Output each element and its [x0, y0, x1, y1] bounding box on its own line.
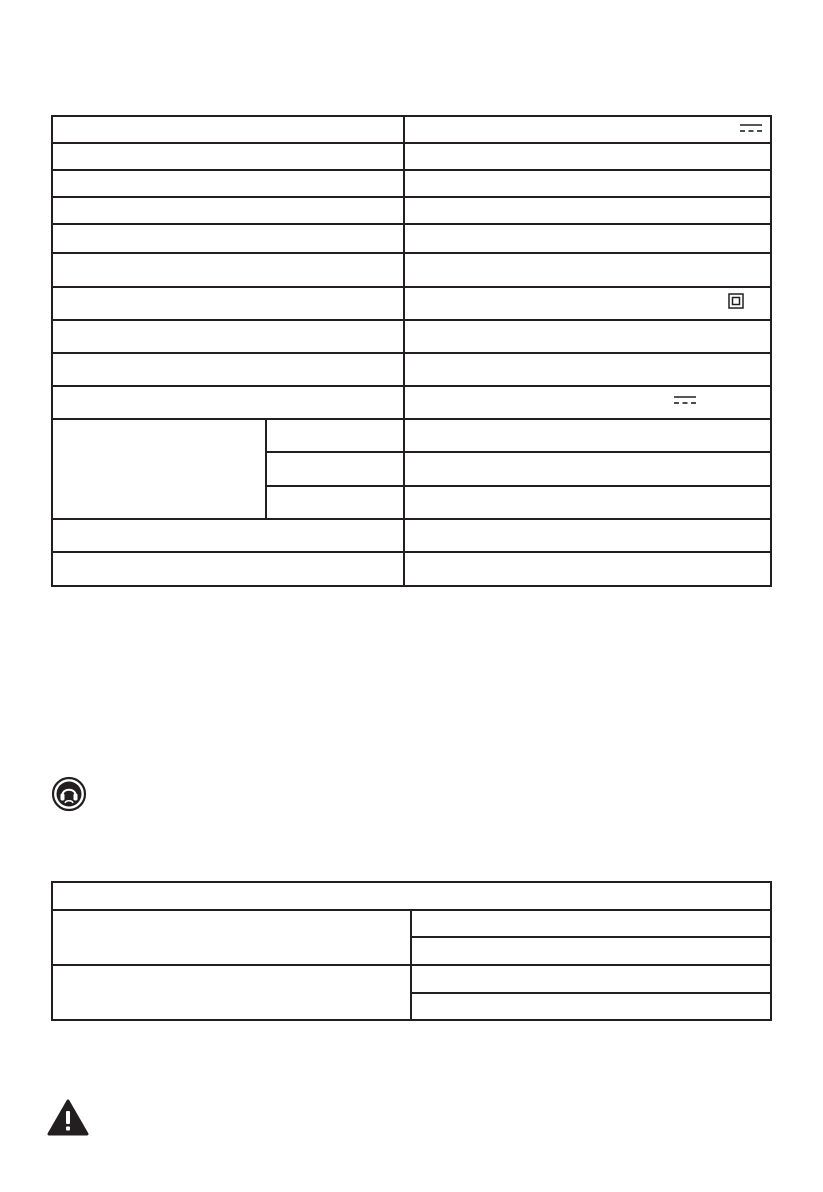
dc-current-icon [740, 122, 762, 134]
spec-table-row-divider [51, 196, 772, 198]
spec-table-row-divider [51, 551, 772, 553]
spec-table-row-divider [51, 169, 772, 171]
vibration-table-subrow-divider [410, 936, 772, 938]
spec-table-row-divider [51, 319, 772, 321]
spec-table-row-divider [51, 223, 772, 225]
spec-table [51, 115, 772, 587]
spec-table-row-divider [51, 252, 772, 254]
spec-table-row-divider [51, 385, 772, 387]
class-ii-insulation-icon [728, 293, 744, 309]
spec-table-subrow-divider [266, 485, 772, 487]
spec-table-subcolumn-divider [265, 418, 267, 519]
warning-triangle-icon [47, 1099, 89, 1136]
dc-current-icon [674, 394, 696, 406]
spec-table-row-divider [51, 286, 772, 288]
vibration-table-subrow-divider [410, 992, 772, 994]
spec-table-row-divider [51, 142, 772, 144]
ear-protection-icon [51, 776, 87, 812]
spec-table-column-divider [403, 115, 405, 587]
spec-table-row-divider [51, 518, 772, 520]
spec-table-subrow-divider [266, 451, 772, 453]
spec-table-row-divider [51, 418, 772, 420]
vibration-table-row-divider [51, 964, 772, 966]
spec-table-row-divider [51, 352, 772, 354]
